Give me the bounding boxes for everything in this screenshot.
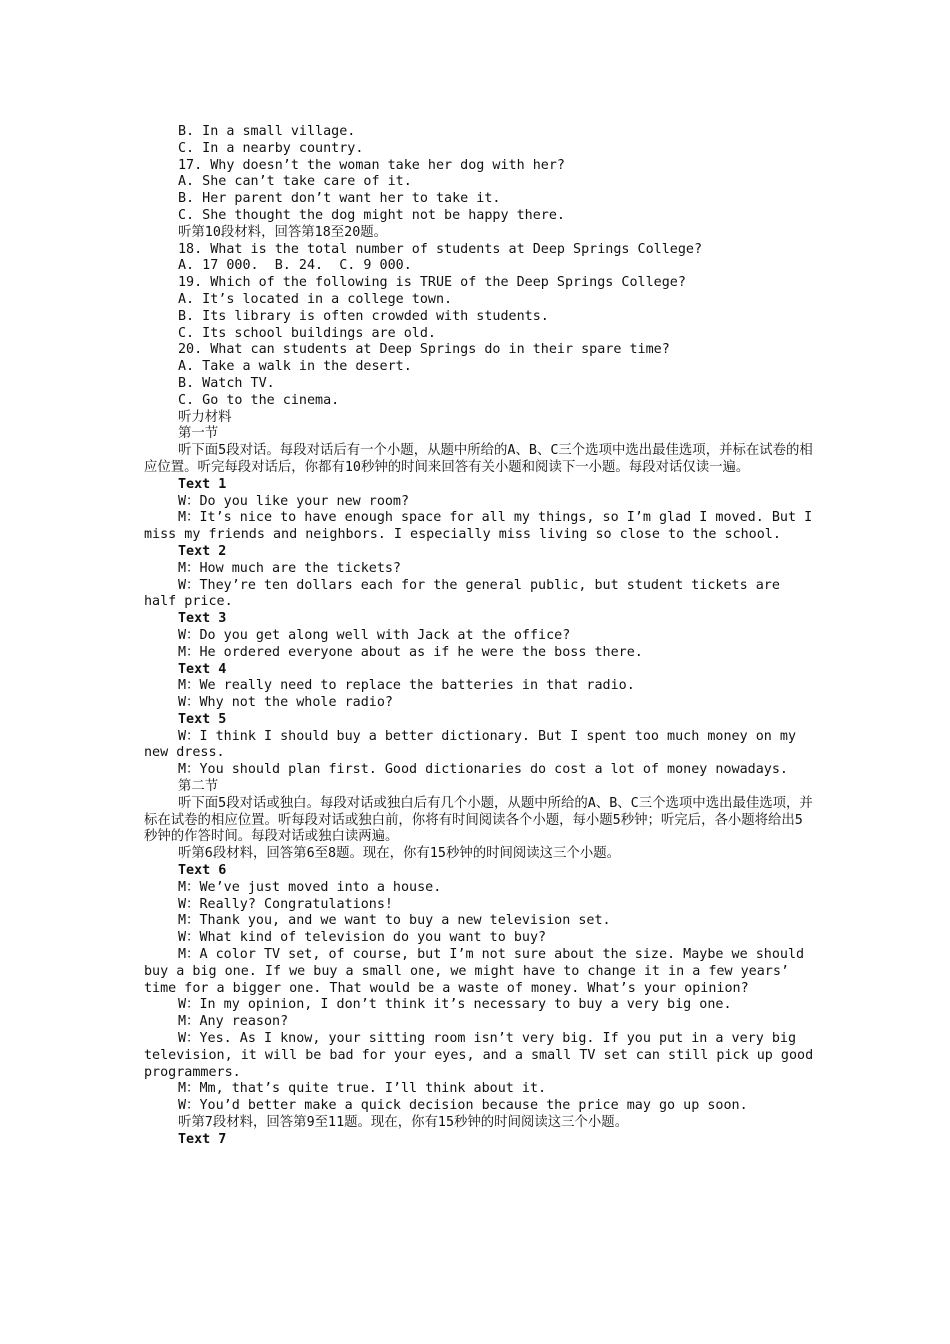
options-18: A. 17 000. B. 24. C. 9 000. [178, 258, 412, 274]
dialogue-line: W：What kind of television do you want to buy? [178, 930, 547, 946]
option-a: A. She can’t take care of it. [178, 174, 412, 190]
section-instruction: 听第7段材料，回答第9至11题。现在，你有15秒钟的时间阅读这三个小题。 [178, 1115, 629, 1131]
dialogue-line: W：You’d better make a quick decision because the price may go up soon. [178, 1098, 748, 1114]
section-heading: 听力材料 [178, 409, 232, 425]
question-20: 20. What can students at Deep Springs do in their spare time? [178, 342, 670, 358]
question-17: 17. Why doesn’t the woman take her dog with her? [178, 157, 565, 173]
dialogue-line: M：Thank you, and we want to buy a new television set. [178, 913, 611, 929]
dialogue-line: W：Really? Congratulations! [178, 896, 393, 912]
document-page [144, 124, 822, 1149]
section-instruction: 听下面5段对话或独白。每段对话或独白后有几个小题，从题中所给的A、B、C三个选项中选出最佳选项，并标在试卷的相应位置。听每段对话或独白前，你将有时间阅读各个小题，每小题5秒钟；听完后，各小题将给出5秒钟的作答时间。每段对话或独白读两遍。 [144, 795, 813, 845]
dialogue-line: W：Do you like your new room? [178, 493, 410, 509]
dialogue-line: M：You should plan first. Good dictionaries do cost a lot of money nowadays. [178, 762, 788, 778]
text-heading: Text 5 [178, 711, 227, 727]
dialogue-line: M：We really need to replace the batteries in that radio. [178, 678, 635, 694]
section-instruction: 听第10段材料，回答第18至20题。 [178, 224, 388, 240]
option-c: C. She thought the dog might not be happy there. [178, 207, 565, 223]
dialogue-line: W：Why not the whole radio? [178, 695, 393, 711]
dialogue-line: M：How much are the tickets? [178, 560, 401, 576]
dialogue-line: M：A color TV set, of course, but I’m not sure about the size. Maybe we should buy a big one. If we buy a small one, we might have to change it in a few years’ time for a bigger one. That would be a waste of money. What’s your opinion? [144, 947, 813, 996]
dialogue-line: W：I think I should buy a better dictionary. But I spent too much money on my new dress. [144, 728, 805, 761]
option-b: B. Its library is often crowded with students. [178, 308, 549, 324]
dialogue-line: W：In my opinion, I don’t think it’s necessary to buy a very big one. [178, 997, 732, 1013]
section-instruction: 听下面5段对话。每段对话后有一个小题，从题中所给的A、B、C三个选项中选出最佳选项，并标在试卷的相应位置。听完每段对话后，你都有10秒钟的时间来回答有关小题和阅读下一小题。每段对话仅读一遍。 [144, 443, 813, 475]
text-heading: Text 3 [178, 611, 227, 627]
option-c: C. Go to the cinema. [178, 392, 340, 408]
dialogue-line: M：We’ve just moved into a house. [178, 879, 442, 895]
text-line: B. In a small village. [178, 124, 356, 139]
question-19: 19. Which of the following is TRUE of the Deep Springs College? [178, 275, 686, 291]
section-heading: 第一节 [178, 426, 219, 442]
text-heading: Text 6 [178, 863, 227, 879]
text-heading: Text 1 [178, 476, 227, 492]
option-b: B. Watch TV. [178, 375, 275, 391]
section-instruction: 听第6段材料，回答第6至8题。现在，你有15秒钟的时间阅读这三个小题。 [178, 846, 621, 862]
text-line: C. In a nearby country. [178, 140, 364, 156]
dialogue-line: M：Mm, that’s quite true. I’ll think about it. [178, 1081, 547, 1097]
section-heading: 第二节 [178, 779, 219, 795]
dialogue-line: W：They’re ten dollars each for the general public, but student tickets are half price. [144, 577, 788, 610]
text-heading: Text 4 [178, 661, 227, 677]
dialogue-line: M：He ordered everyone about as if he were the boss there. [178, 644, 643, 660]
text-heading: Text 2 [178, 543, 227, 559]
text-heading: Text 7 [178, 1131, 227, 1147]
option-a: A. It’s located in a college town. [178, 291, 453, 307]
option-c: C. Its school buildings are old. [178, 325, 436, 341]
dialogue-line: M：Any reason? [178, 1014, 289, 1030]
dialogue-line: W：Do you get along well with Jack at the office? [178, 627, 571, 643]
option-a: A. Take a walk in the desert. [178, 359, 412, 375]
dialogue-line: M：It’s nice to have enough space for all my things, so I’m glad I moved. But I miss my friends and neighbors. I especially miss living so close to the school. [144, 510, 821, 543]
question-18: 18. What is the total number of students at Deep Springs College? [178, 241, 703, 257]
option-b: B. Her parent don’t want her to take it. [178, 191, 501, 207]
dialogue-line: W：Yes. As I know, your sitting room isn’t very big. If you put in a very big television, it will be bad for your eyes, and a small TV set can still pick up good programmers. [144, 1031, 822, 1080]
